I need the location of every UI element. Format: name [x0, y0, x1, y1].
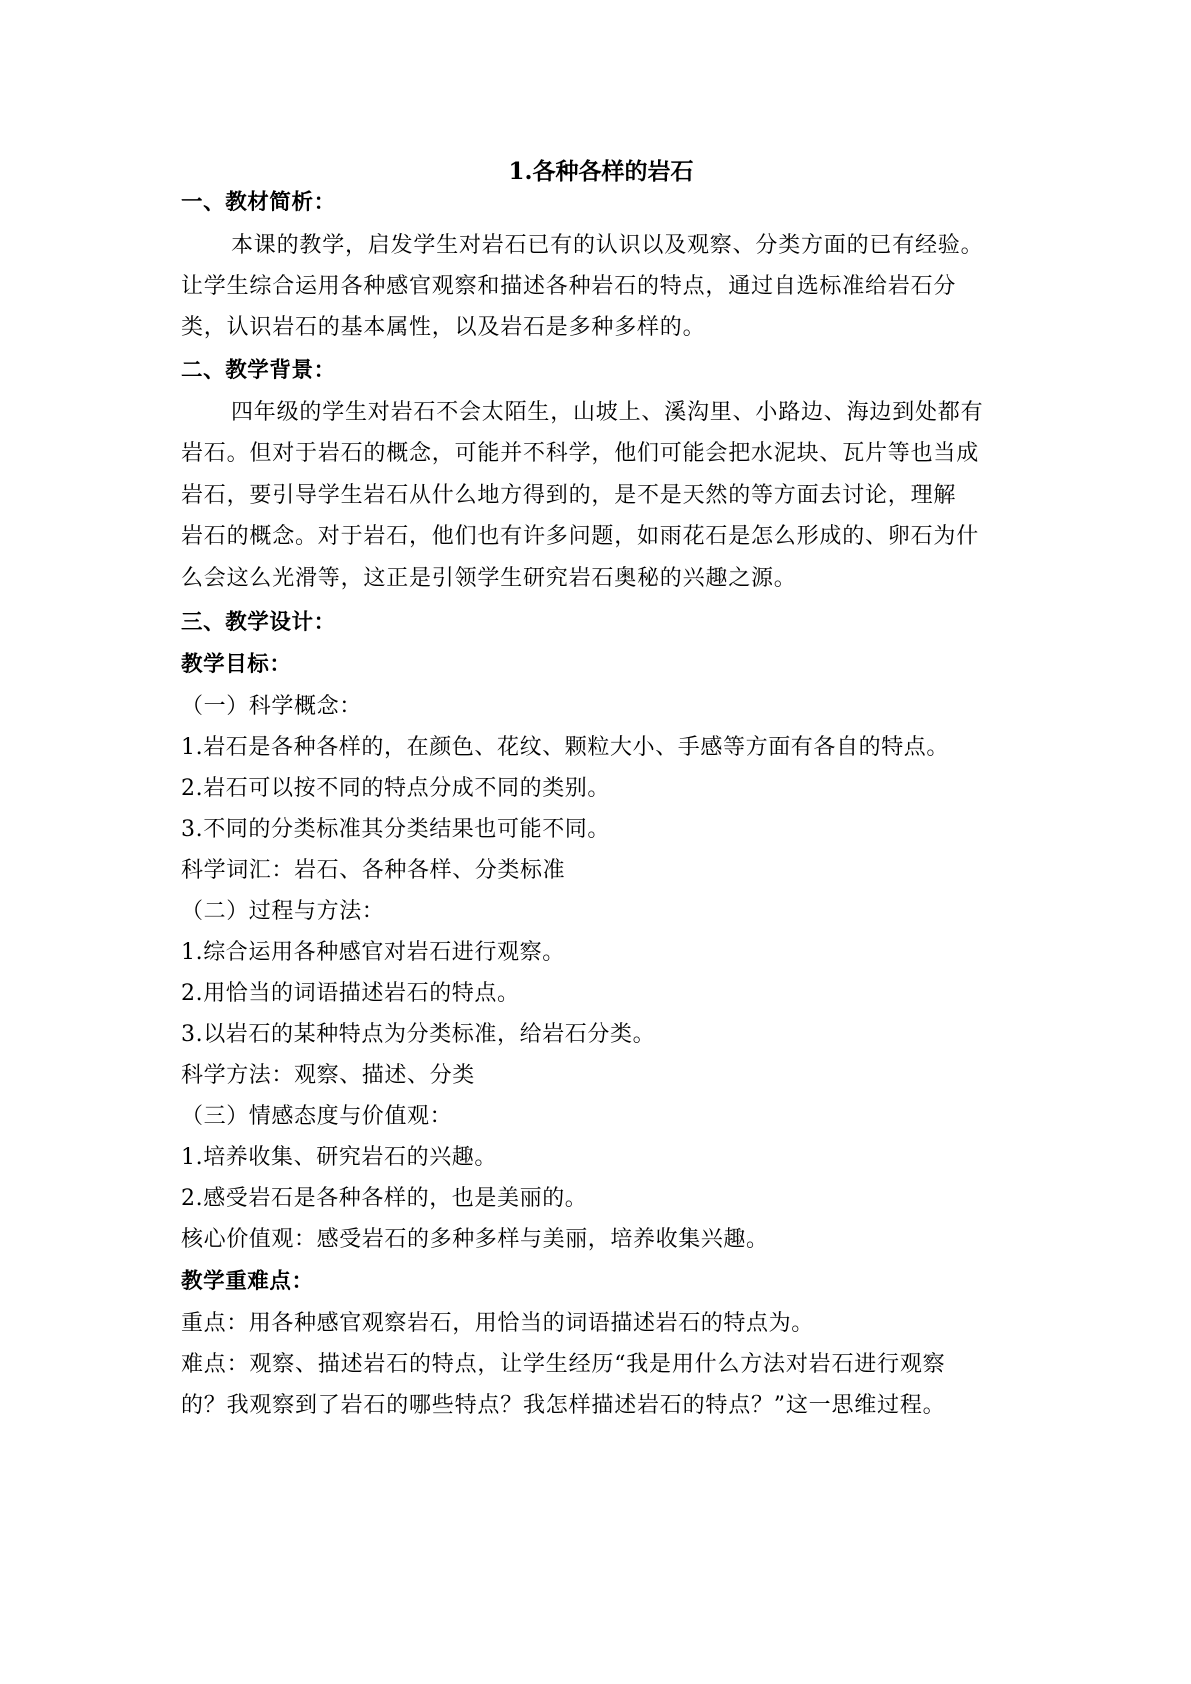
subheading-process-methods: （二）过程与方法：	[181, 899, 385, 924]
subheading-attitudes-values: （三）情感态度与价值观：	[181, 1104, 453, 1129]
list-item: 1.岩石是各种各样的，在颜色、花纹、颗粒大小、手感等方面有各自的特点。	[181, 735, 949, 760]
section-heading-teaching-design: 三、教学设计：	[181, 610, 336, 635]
document-title: 1.各种各样的岩石	[508, 158, 694, 185]
section-heading-teaching-background: 二、教学背景：	[181, 358, 336, 383]
paragraph-line: 本课的教学，启发学生对岩石已有的认识以及观察、分类方面的已有经验。	[231, 233, 984, 258]
difficulty-line: 的？我观察到了岩石的哪些特点？我怎样描述岩石的特点？”这一思维过程。	[181, 1393, 946, 1418]
paragraph-line: 岩石。但对于岩石的概念，可能并不科学，他们可能会把水泥块、瓦片等也当成	[181, 441, 980, 466]
list-item: 2.感受岩石是各种各样的，也是美丽的。	[181, 1186, 588, 1211]
paragraph-line: 让学生综合运用各种感官观察和描述各种岩石的特点，通过自选标准给岩石分	[181, 274, 957, 299]
paragraph-line: 四年级的学生对岩石不会太陌生，山坡上、溪沟里、小路边、海边到处都有	[231, 400, 984, 425]
list-item: 1.综合运用各种感官对岩石进行观察。	[181, 940, 565, 965]
paragraph-line: 岩石，要引导学生岩石从什么地方得到的，是不是天然的等方面去讨论，理解	[181, 483, 957, 508]
paragraph-line: 么会这么光滑等，这正是引领学生研究岩石奥秘的兴趣之源。	[181, 566, 797, 591]
subheading-teaching-goals: 教学目标：	[181, 652, 292, 677]
list-item: 3.以岩石的某种特点为分类标准，给岩石分类。	[181, 1022, 656, 1047]
section-heading-textbook-analysis: 一、教材简析：	[181, 190, 336, 215]
core-values: 核心价值观：感受岩石的多种多样与美丽，培养收集兴趣。	[181, 1227, 769, 1252]
science-vocabulary: 科学词汇：岩石、各种各样、分类标准	[181, 858, 566, 883]
list-item: 2.用恰当的词语描述岩石的特点。	[181, 981, 520, 1006]
document-page	[181, 0, 1021, 1684]
subheading-science-concepts: （一）科学概念：	[181, 694, 362, 719]
key-point: 重点：用各种感官观察岩石，用恰当的词语描述岩石的特点为。	[181, 1311, 814, 1336]
paragraph-line: 类，认识岩石的基本属性，以及岩石是多种多样的。	[181, 315, 706, 340]
subheading-key-difficult-points: 教学重难点：	[181, 1269, 314, 1294]
list-item: 2.岩石可以按不同的特点分成不同的类别。	[181, 776, 610, 801]
science-methods: 科学方法：观察、描述、分类	[181, 1063, 475, 1088]
difficulty-line: 难点：观察、描述岩石的特点，让学生经历“我是用什么方法对岩石进行观察	[181, 1352, 946, 1377]
list-item: 1.培养收集、研究岩石的兴趣。	[181, 1145, 497, 1170]
paragraph-line: 岩石的概念。对于岩石，他们也有许多问题，如雨花石是怎么形成的、卵石为什	[181, 524, 980, 549]
list-item: 3.不同的分类标准其分类结果也可能不同。	[181, 817, 610, 842]
